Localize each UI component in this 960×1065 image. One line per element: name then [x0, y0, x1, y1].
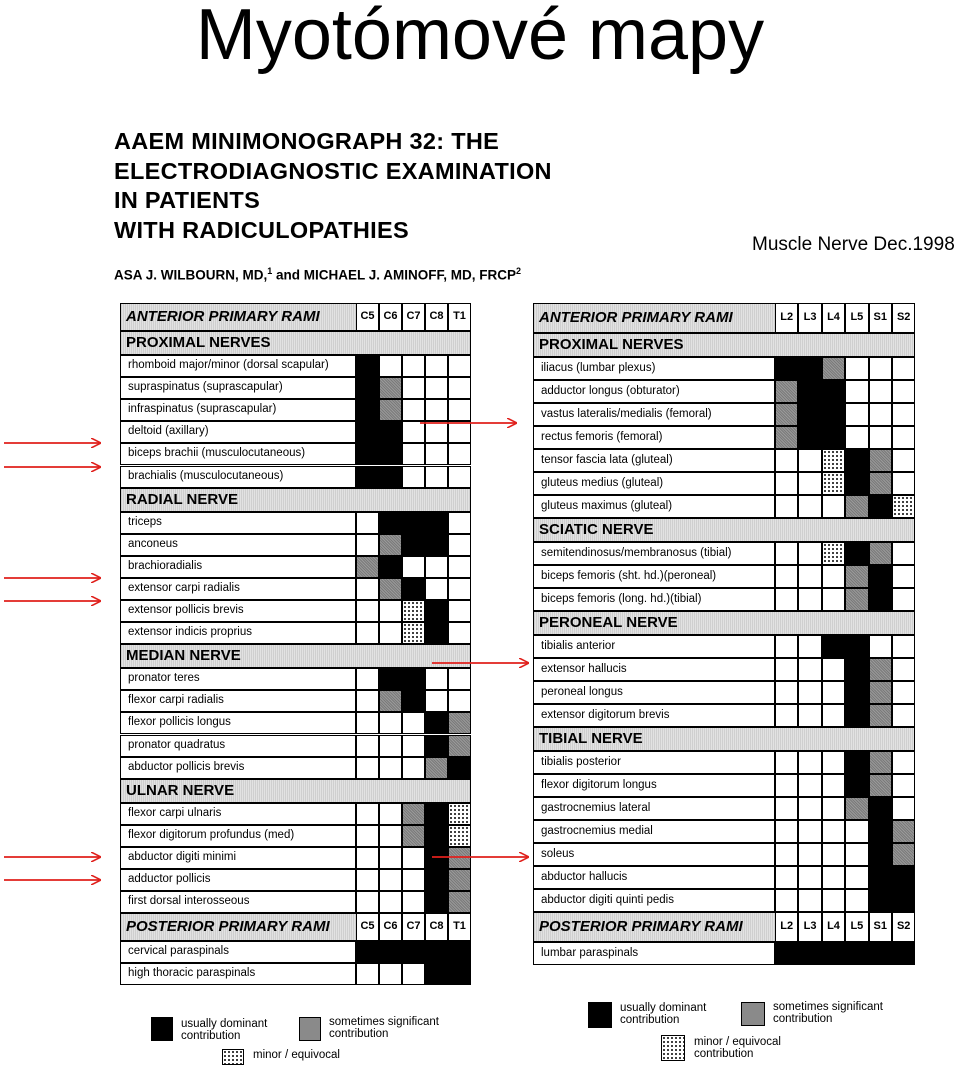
slide-title: Myotómové mapy	[195, 0, 765, 75]
section-title: TIBIAL NERVE	[539, 730, 643, 747]
muscle-label: abductor digiti minimi	[128, 850, 237, 863]
muscle-label: rectus femoris (femoral)	[541, 430, 663, 443]
section-title: SCIATIC NERVE	[539, 521, 654, 538]
muscle-label: flexor carpi ulnaris	[128, 806, 222, 819]
muscle-label: tensor fascia lata (gluteal)	[541, 453, 673, 466]
legend-minor-swatch	[661, 1035, 685, 1061]
muscle-label: biceps femoris (sht. hd.)(peroneal)	[541, 569, 717, 582]
muscle-label: extensor hallucis	[541, 662, 627, 675]
muscle-label: triceps	[128, 515, 162, 528]
section-title: MEDIAN NERVE	[126, 647, 241, 665]
column-header: C6	[383, 310, 398, 322]
column-header: C8	[429, 920, 444, 933]
column-header: C8	[429, 310, 444, 322]
column-header: S2	[896, 311, 911, 323]
muscle-label: flexor carpi radialis	[128, 694, 224, 707]
column-header: L5	[850, 920, 864, 932]
legend-text: usually dominant	[620, 1002, 707, 1014]
muscle-label: semitendinosus/membranosus (tibial)	[541, 546, 732, 559]
column-header: L3	[803, 311, 817, 323]
muscle-label: gluteus maximus (gluteal)	[541, 499, 673, 512]
section-title: POSTERIOR PRIMARY RAMI	[539, 918, 743, 935]
section-title: PROXIMAL NERVES	[126, 334, 271, 351]
legend-text: contribution	[329, 1028, 389, 1040]
muscle-label: peroneal longus	[541, 685, 623, 698]
muscle-label: high thoracic paraspinals	[128, 967, 256, 980]
legend-text: contribution	[773, 1013, 833, 1025]
column-header: C7	[406, 920, 421, 933]
citation: Muscle Nerve Dec.1998	[752, 234, 955, 255]
muscle-label: flexor digitorum profundus (med)	[128, 828, 295, 841]
muscle-label: gastrocnemius lateral	[541, 801, 651, 814]
muscle-label: supraspinatus (suprascapular)	[128, 381, 283, 394]
authors-text: ASA J. WILBOURN, MD,	[114, 267, 268, 283]
legend-text: contribution	[620, 1014, 680, 1026]
legend-text: sometimes significant	[329, 1016, 439, 1028]
section-title: PROXIMAL NERVES	[539, 336, 684, 353]
muscle-label: abductor digiti quinti pedis	[541, 893, 674, 906]
column-header: S1	[873, 311, 888, 323]
legend-text: sometimes significant	[773, 1001, 883, 1013]
muscle-label: tibialis anterior	[541, 639, 616, 652]
column-header: T1	[453, 920, 466, 933]
muscle-label: gastrocnemius medial	[541, 824, 653, 837]
legend-minor-label	[694, 1036, 781, 1060]
muscle-label: extensor indicis proprius	[128, 626, 253, 639]
affiliation-mark: 1	[267, 266, 273, 276]
legend-significant-label	[773, 1001, 883, 1025]
muscle-label: gluteus medius (gluteal)	[541, 476, 664, 489]
column-header: C6	[383, 920, 398, 933]
legend-significant-swatch	[741, 1002, 765, 1026]
muscle-label: tibialis posterior	[541, 755, 621, 768]
muscle-label: abductor pollicis brevis	[128, 760, 245, 773]
legend-dominant-label	[620, 1002, 706, 1026]
column-header: C5	[360, 920, 375, 933]
column-header: S1	[873, 920, 888, 932]
authors-text: and MICHAEL J. AMINOFF, MD, FRCP	[272, 267, 517, 283]
section-title: PERONEAL NERVE	[539, 614, 678, 631]
muscle-label: extensor carpi radialis	[128, 581, 240, 594]
column-header: L2	[780, 311, 794, 323]
muscle-label: rhomboid major/minor (dorsal scapular)	[128, 359, 329, 372]
legend-text: contribution	[181, 1030, 241, 1042]
section-title: RADIAL NERVE	[126, 490, 238, 508]
muscle-label: brachioradialis	[128, 559, 203, 572]
column-header: L4	[827, 920, 840, 932]
column-header: S2	[896, 920, 911, 932]
legend-text: minor / equivocal	[253, 1049, 340, 1061]
affiliation-mark: 2	[516, 266, 522, 276]
muscle-label: deltoid (axillary)	[128, 425, 209, 438]
section-title: POSTERIOR PRIMARY RAMI	[126, 918, 330, 936]
column-header: L4	[827, 311, 840, 323]
legend-minor-label	[253, 1049, 340, 1061]
legend-text: usually dominant	[181, 1018, 268, 1030]
muscle-label: cervical paraspinals	[128, 945, 229, 958]
paper-title-line: AAEM MINIMONOGRAPH 32: THE	[114, 128, 500, 154]
muscle-label: infraspinatus (suprascapular)	[128, 403, 277, 416]
muscle-label: anconeus	[128, 537, 178, 550]
paper-title-line: ELECTRODIAGNOSTIC EXAMINATION	[114, 157, 552, 184]
muscle-label: pronator teres	[128, 672, 200, 685]
legend-text: contribution	[694, 1048, 754, 1060]
muscle-label: extensor digitorum brevis	[541, 708, 670, 721]
muscle-label: pronator quadratus	[128, 738, 226, 751]
muscle-label: first dorsal interosseous	[128, 895, 250, 908]
legend-significant-swatch	[299, 1017, 321, 1041]
column-header: C7	[406, 310, 421, 322]
section-title: ANTERIOR PRIMARY RAMI	[126, 308, 320, 325]
muscle-label: adductor longus (obturator)	[541, 384, 680, 397]
paper-title-line: IN PATIENTS	[114, 187, 261, 213]
muscle-label: soleus	[541, 847, 575, 860]
muscle-label: flexor pollicis longus	[128, 716, 231, 729]
legend-dominant-label	[181, 1018, 267, 1042]
legend-significant-label	[329, 1016, 439, 1040]
column-header: L2	[780, 920, 794, 932]
muscle-label: iliacus (lumbar plexus)	[541, 361, 656, 374]
muscle-label: biceps femoris (long. hd.)(tibial)	[541, 592, 702, 605]
section-title: ANTERIOR PRIMARY RAMI	[539, 309, 733, 326]
column-header: C5	[360, 310, 375, 322]
muscle-label: brachialis (musculocutaneous)	[128, 469, 284, 482]
column-header: L3	[803, 920, 817, 932]
muscle-label: biceps brachii (musculocutaneous)	[128, 447, 306, 460]
legend-dominant-swatch	[151, 1017, 173, 1041]
muscle-label: extensor pollicis brevis	[128, 604, 244, 617]
legend-dominant-swatch	[588, 1002, 612, 1028]
muscle-label: abductor hallucis	[541, 870, 628, 883]
column-header: L5	[850, 311, 864, 323]
muscle-label: lumbar paraspinals	[541, 946, 639, 959]
muscle-label: adductor pollicis	[128, 873, 211, 886]
column-header: T1	[453, 310, 466, 322]
section-title: ULNAR NERVE	[126, 781, 235, 799]
muscle-label: vastus lateralis/medialis (femoral)	[541, 407, 712, 420]
legend-text: minor / equivocal	[694, 1036, 781, 1048]
paper-title-line: WITH RADICULOPATHIES	[114, 216, 409, 243]
legend-minor-swatch	[222, 1049, 244, 1065]
muscle-label: flexor digitorum longus	[541, 778, 657, 791]
